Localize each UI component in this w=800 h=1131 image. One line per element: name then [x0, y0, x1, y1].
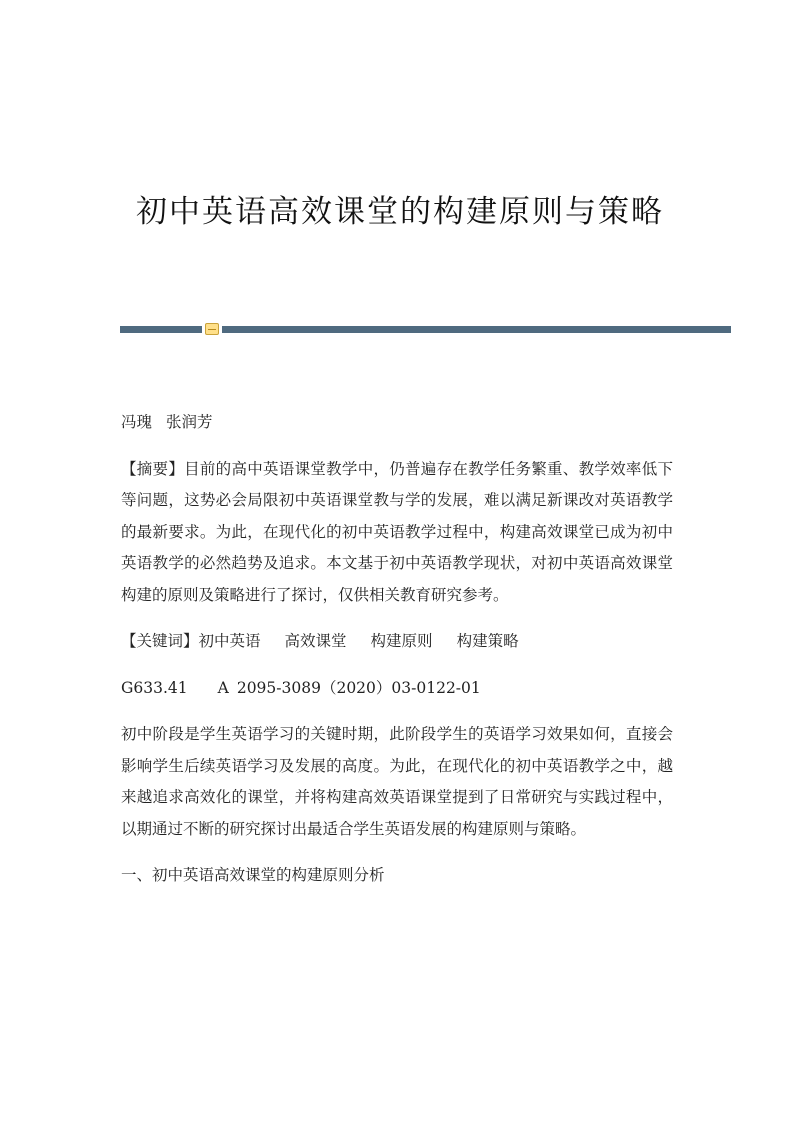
- classification-line: [121, 673, 673, 705]
- intro-paragraph: 初中阶段是学生英语学习的关键时期，此阶段学生的英语学习效果如何，直接会影响学生后续英语学习及发展的高度。为此，在现代化的初中英语教学之中，越来越追求高效化的课堂，并将构建高效英语课堂提到了日常研究与实践过程中，以期通过不断的研究探讨出最适合学生英语发展的构建原则与策略。: [121, 725, 673, 838]
- keyword: 初中英语: [198, 632, 261, 650]
- title-divider-left: [120, 326, 202, 333]
- page-title: 初中英语高效课堂的构建原则与策略: [136, 194, 664, 230]
- author-name: 冯瑰: [121, 413, 153, 431]
- clc-number: G633.41: [121, 678, 188, 697]
- keywords-label: 【关键词】: [121, 632, 199, 650]
- article-body: [121, 407, 673, 907]
- article-id: 2095-3089（2020）03-0122-01: [236, 678, 481, 697]
- keyword: 构建策略: [456, 632, 519, 650]
- keyword: 构建原则: [370, 632, 433, 650]
- title-divider-right: [222, 326, 731, 333]
- document-code: A: [217, 678, 229, 697]
- keyword: 高效课堂: [284, 632, 347, 650]
- abstract-label: 【摘要】: [121, 459, 185, 478]
- keywords: [121, 626, 673, 658]
- authors: [121, 407, 673, 439]
- author-name: 张润芳: [166, 413, 213, 431]
- abstract: [121, 454, 673, 612]
- section-heading: 一、初中英语高效课堂的构建原则分析: [121, 866, 385, 884]
- abstract-text: 目前的高中英语课堂教学中，仍普遍存在教学任务繁重、教学效率低下等问题，这势必会局限初中英语课堂教与学的发展，难以满足新课改对英语教学的最新要求。为此，在现代化的初中英语教学过程中，构建高效课堂已成为初中英语教学的必然趋势及追求。本文基于初中英语教学现状，对初中英语高效课堂构建的原则及策略进行了探讨，仅供相关教育研究参考。: [121, 459, 673, 604]
- document-icon: [205, 323, 219, 335]
